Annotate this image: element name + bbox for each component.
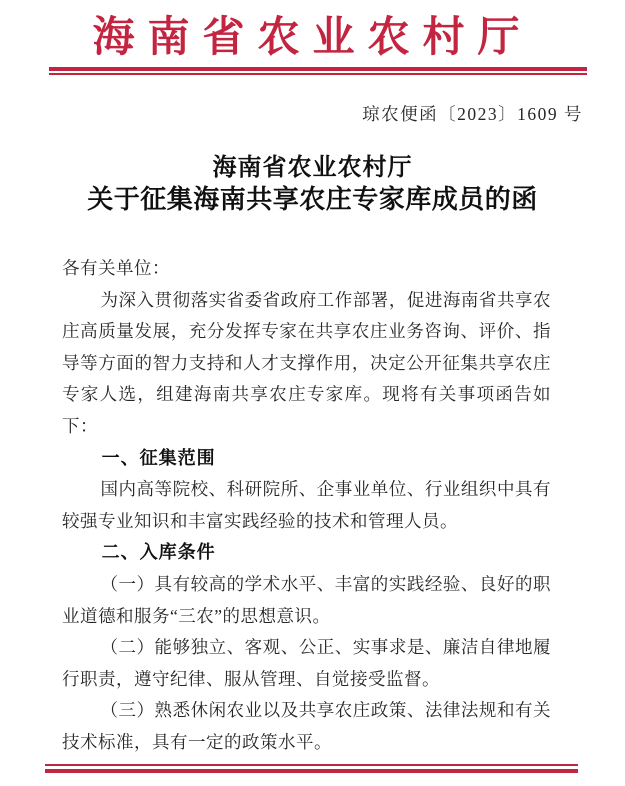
document-reference-number: 琼农便函〔2023〕1609 号 bbox=[362, 104, 583, 124]
footer-rule-thin-line bbox=[45, 764, 578, 766]
section-1-heading: 一、征集范围 bbox=[101, 447, 216, 468]
agency-masthead: 海南省农业农村厅 bbox=[92, 15, 533, 61]
salutation: 各有关单位： bbox=[62, 258, 170, 278]
section-2-clause-1: （一）具有较高的学术水平、丰富的实践经验、良好的职业道德和服务“三农”的思想意识。 bbox=[62, 573, 551, 626]
footer-separator-rule bbox=[45, 764, 578, 773]
section-2-heading: 二、入库条件 bbox=[101, 542, 216, 563]
section-2-clause-2: （二）能够独立、客观、公正、实事求是、廉洁自律地履行职责，遵守纪律、服从管理、自觉接受监督。 bbox=[62, 637, 551, 689]
document-body bbox=[62, 253, 551, 759]
document-title-line1: 海南省农业农村厅 bbox=[212, 155, 413, 181]
masthead-separator-rule bbox=[49, 67, 587, 75]
section-2-clause-3: （三）熟悉休闲农业以及共享农庄政策、法律法规和有关技术标准，具有一定的政策水平。 bbox=[62, 700, 551, 752]
document-title-line2: 关于征集海南共享农庄专家库成员的函 bbox=[87, 185, 538, 214]
masthead-rule-thick-line bbox=[49, 67, 587, 71]
document-title bbox=[0, 153, 625, 215]
masthead-rule-thin-line bbox=[49, 73, 587, 75]
footer-rule-thick-line bbox=[45, 769, 578, 773]
intro-paragraph: 为深入贯彻落实省委省政府工作部署，促进海南省共享农庄高质量发展，充分发挥专家在共享农庄业务咨询、评价、指导等方面的智力支持和人才支撑作用，决定公开征集共享农庄专家人选，组建海南共享农庄专家库。现将有关事项函告如下： bbox=[62, 289, 551, 436]
section-1-paragraph: 国内高等院校、科研院所、企事业单位、行业组织中具有较强专业知识和丰富实践经验的技术和管理人员。 bbox=[62, 479, 551, 531]
